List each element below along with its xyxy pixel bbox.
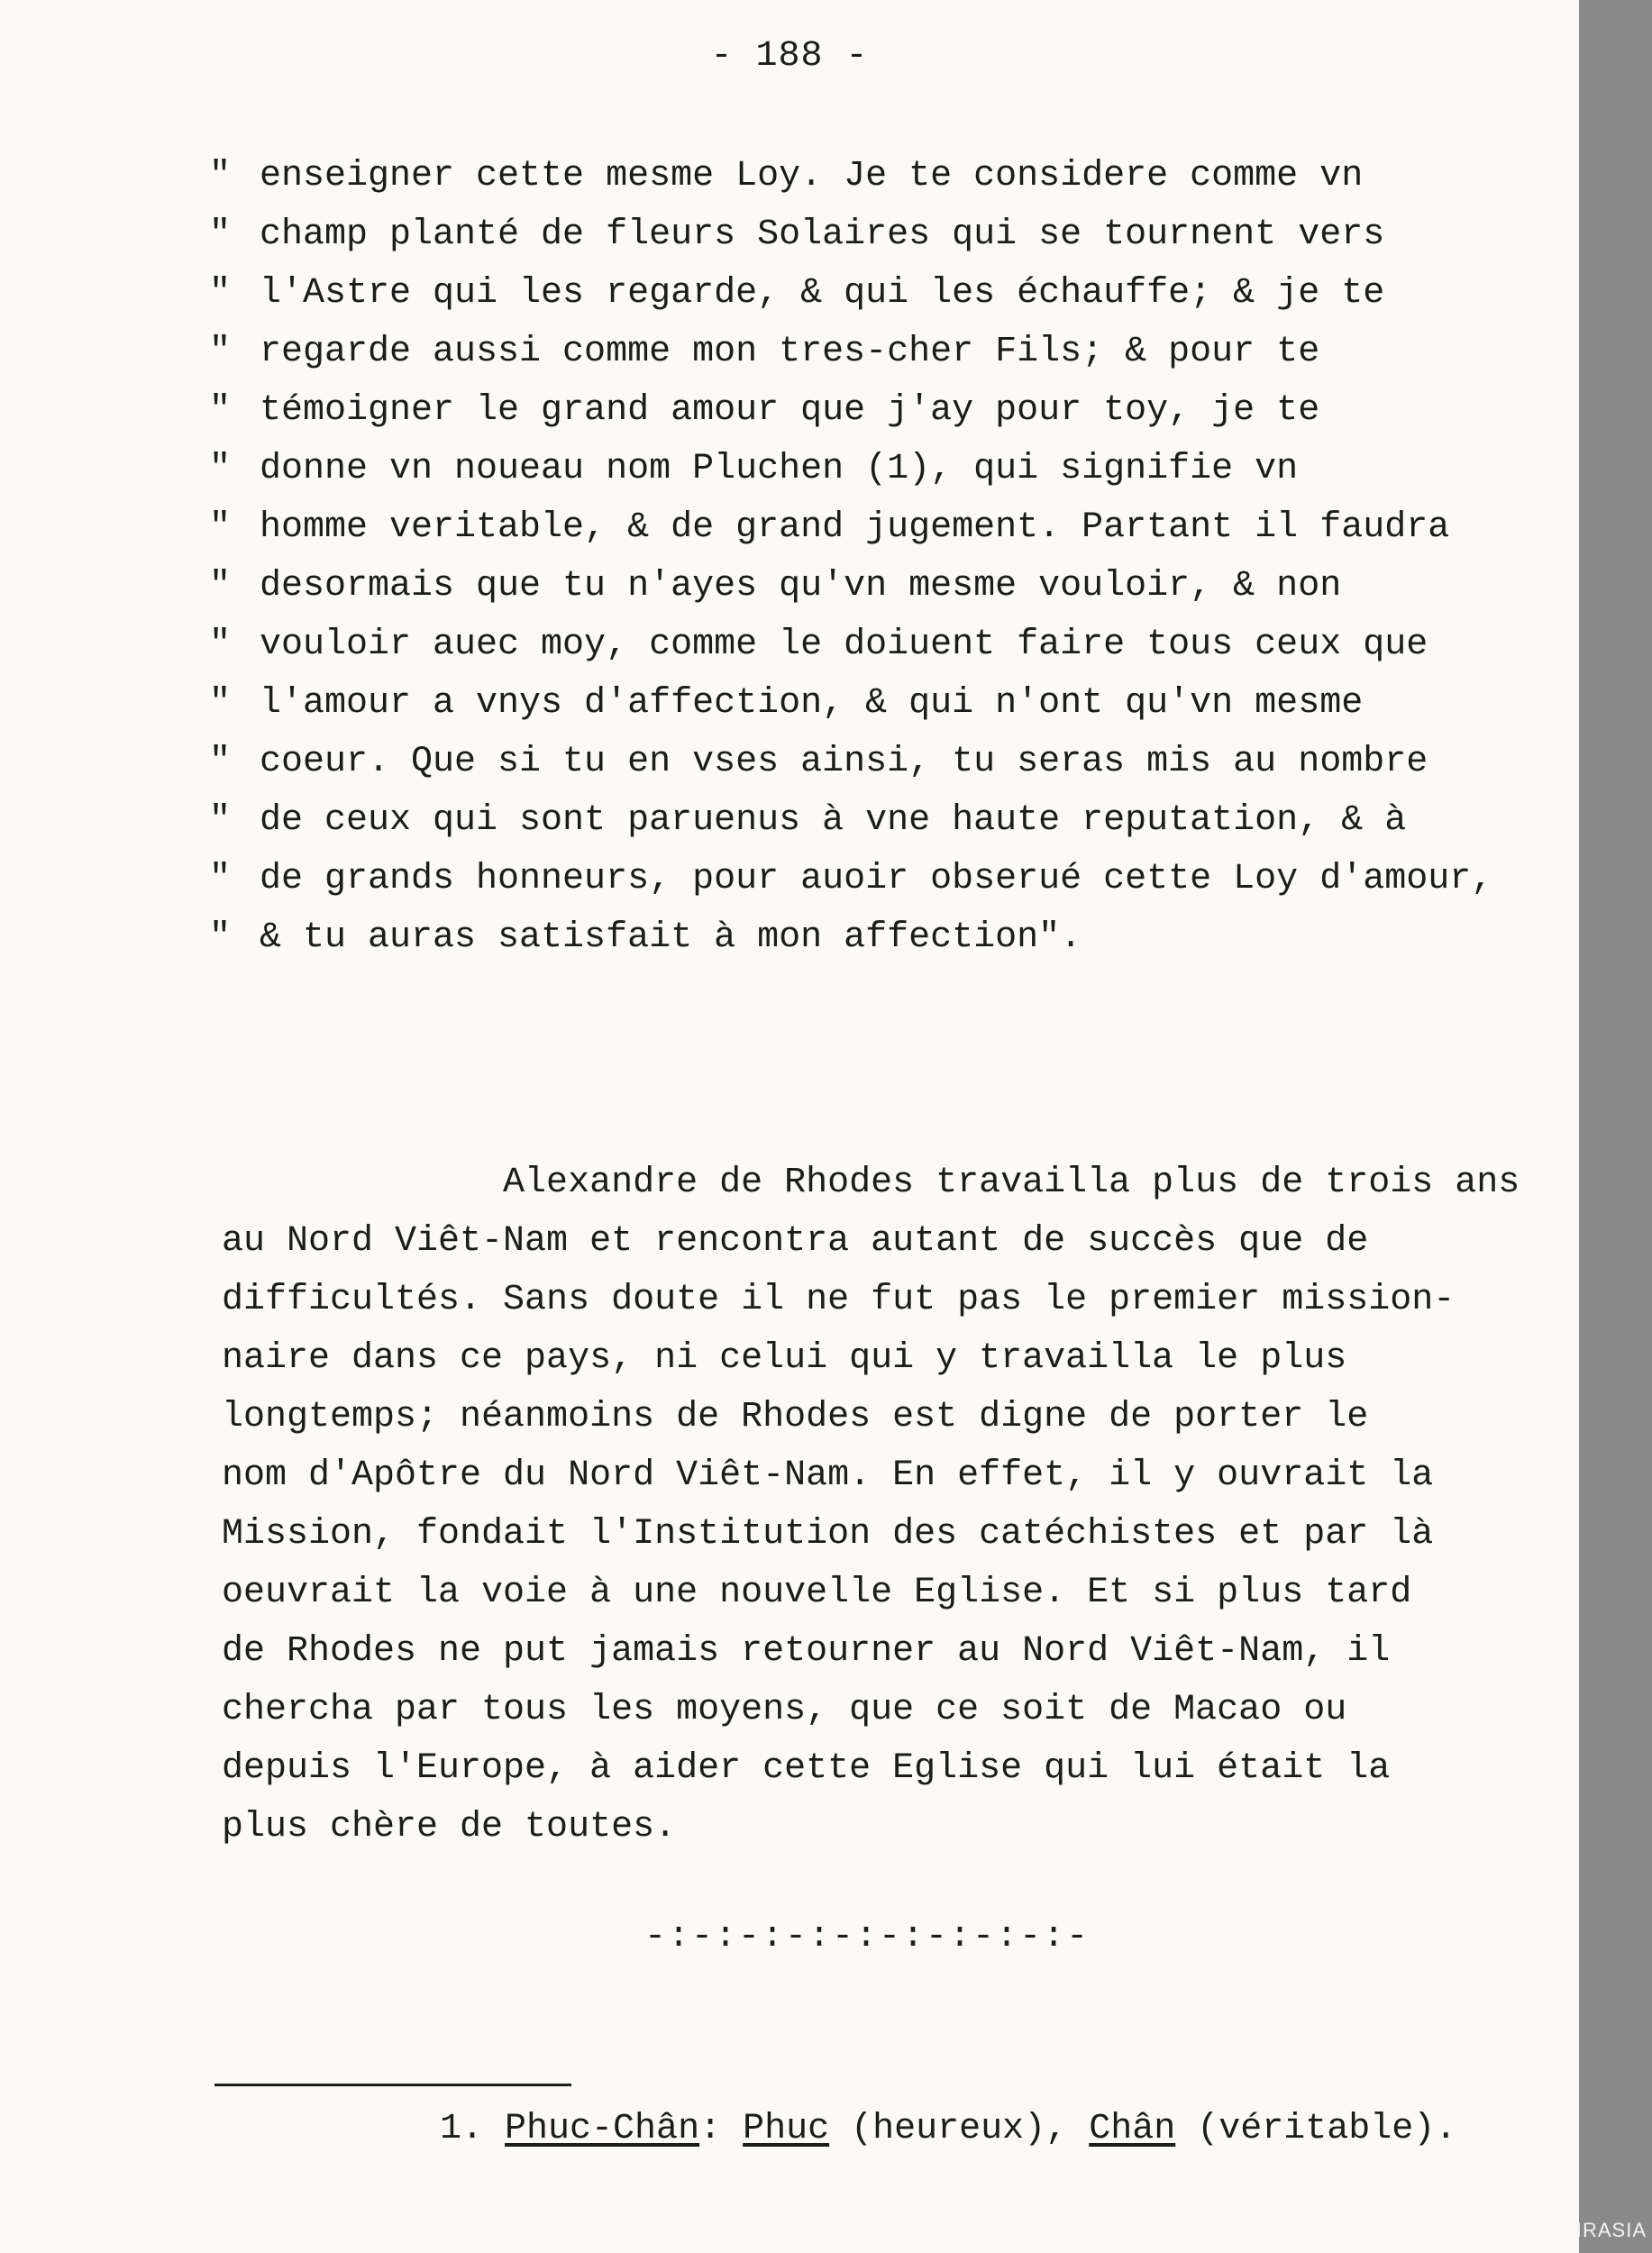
paragraph-line: longtemps; néanmoins de Rhodes est digne de porter le [222,1397,1369,1437]
quote-line-text: champ planté de fleurs Solaires qui se tournent vers [260,214,1385,255]
quote-mark: " [209,625,232,665]
quote-mark: " [209,332,232,372]
section-separator: -:-:-:-:-:-:-:-:-:- [644,1917,1091,1957]
paragraph-line: Alexandre de Rhodes travailla plus de trois ans [222,1163,1520,1203]
quote-line [209,498,1492,557]
footnote-colon: : [699,2109,722,2149]
quote-line [209,381,1492,440]
footnote-number: 1. [440,2109,484,2149]
quote-line-text: de grands honneurs, pour auoir obserué cette Loy d'amour, [260,859,1493,899]
quote-mark: " [209,683,232,724]
scan-edge [1579,0,1652,2253]
quote-line [209,850,1492,908]
quote-line-text: desormais que tu n'ayes qu'vn mesme vouloir, & non [260,566,1342,607]
quote-line-text: l'Astre qui les regarde, & qui les échauffe; & je te [260,273,1385,314]
paragraph-line: naire dans ce pays, ni celui qui y travailla le plus [222,1338,1347,1379]
quote-line [209,205,1492,264]
quote-mark: " [209,156,232,196]
paragraph-line: plus chère de toutes. [222,1807,677,1847]
watermark: IRASIA [1575,2219,1647,2241]
body-paragraph [222,1154,1520,1856]
quote-line-text: enseigner cette mesme Loy. Je te considere comme vn [260,156,1364,196]
quote-line [209,557,1492,616]
quote-line [209,791,1492,850]
quote-line-text: l'amour a vnys d'affection, & qui n'ont qu'vn mesme [260,683,1364,724]
quote-mark: " [209,390,232,431]
quote-line-text: de ceux qui sont paruenus à vne haute reputation, & à [260,800,1407,841]
quote-mark: " [209,214,232,255]
paragraph-line: de Rhodes ne put jamais retourner au Nord Viêt-Nam, il [222,1631,1391,1672]
quote-line [209,674,1492,733]
paragraph-line: chercha par tous les moyens, que ce soit de Macao ou [222,1690,1347,1730]
footnote-gloss-chan: (véritable). [1197,2109,1457,2149]
footnote-word-phuc: Phuc [743,2109,830,2149]
quote-mark: " [209,742,232,782]
paragraph-line: nom d'Apôtre du Nord Viêt-Nam. En effet, il y ouvrait la [222,1455,1434,1496]
footnote-word-chan: Chân [1089,2109,1176,2149]
quote-mark: " [209,800,232,841]
quote-mark: " [209,273,232,314]
quote-line-text: regarde aussi comme mon tres-cher Fils; & pour te [260,332,1320,372]
quote-line-text: homme veritable, & de grand jugement. Partant il faudra [260,507,1450,548]
paragraph-line: difficultés. Sans doute il ne fut pas le premier mission- [222,1280,1456,1320]
quote-mark: " [209,507,232,548]
footnote-gloss-phuc: (heureux), [851,2109,1068,2149]
quote-line-text: coeur. Que si tu en vses ainsi, tu seras mis au nombre [260,742,1428,782]
quote-line [209,323,1492,381]
quote-line-text: donne vn noueau nom Pluchen (1), qui signifie vn [260,449,1299,489]
quote-line-text: témoigner le grand amour que j'ay pour toy, je te [260,390,1320,431]
quote-line [209,440,1492,498]
quote-mark: " [209,449,232,489]
quote-line [209,908,1492,967]
quote-mark: " [209,917,232,958]
paragraph-line: Mission, fondait l'Institution des catéchistes et par là [222,1514,1434,1555]
paragraph-line: depuis l'Europe, à aider cette Eglise qui lui était la [222,1748,1391,1789]
page-number: - 188 - [710,36,869,77]
paragraph-line: au Nord Viêt-Nam et rencontra autant de succès que de [222,1221,1369,1262]
quote-line [209,264,1492,323]
quote-line-text: & tu auras satisfait à mon affection". [260,917,1082,958]
quote-line [209,616,1492,674]
quote-line [209,733,1492,791]
quoted-passage [209,147,1492,967]
footnote-term: Phuc-Chân [505,2109,700,2149]
paragraph-line: oeuvrait la voie à une nouvelle Eglise. Et si plus tard [222,1573,1412,1613]
footnote [440,2100,1456,2158]
footnote-rule [214,2084,571,2086]
quote-mark: " [209,859,232,899]
quote-line-text: vouloir auec moy, comme le doiuent faire tous ceux que [260,625,1428,665]
quote-line [209,147,1492,205]
quote-mark: " [209,566,232,607]
